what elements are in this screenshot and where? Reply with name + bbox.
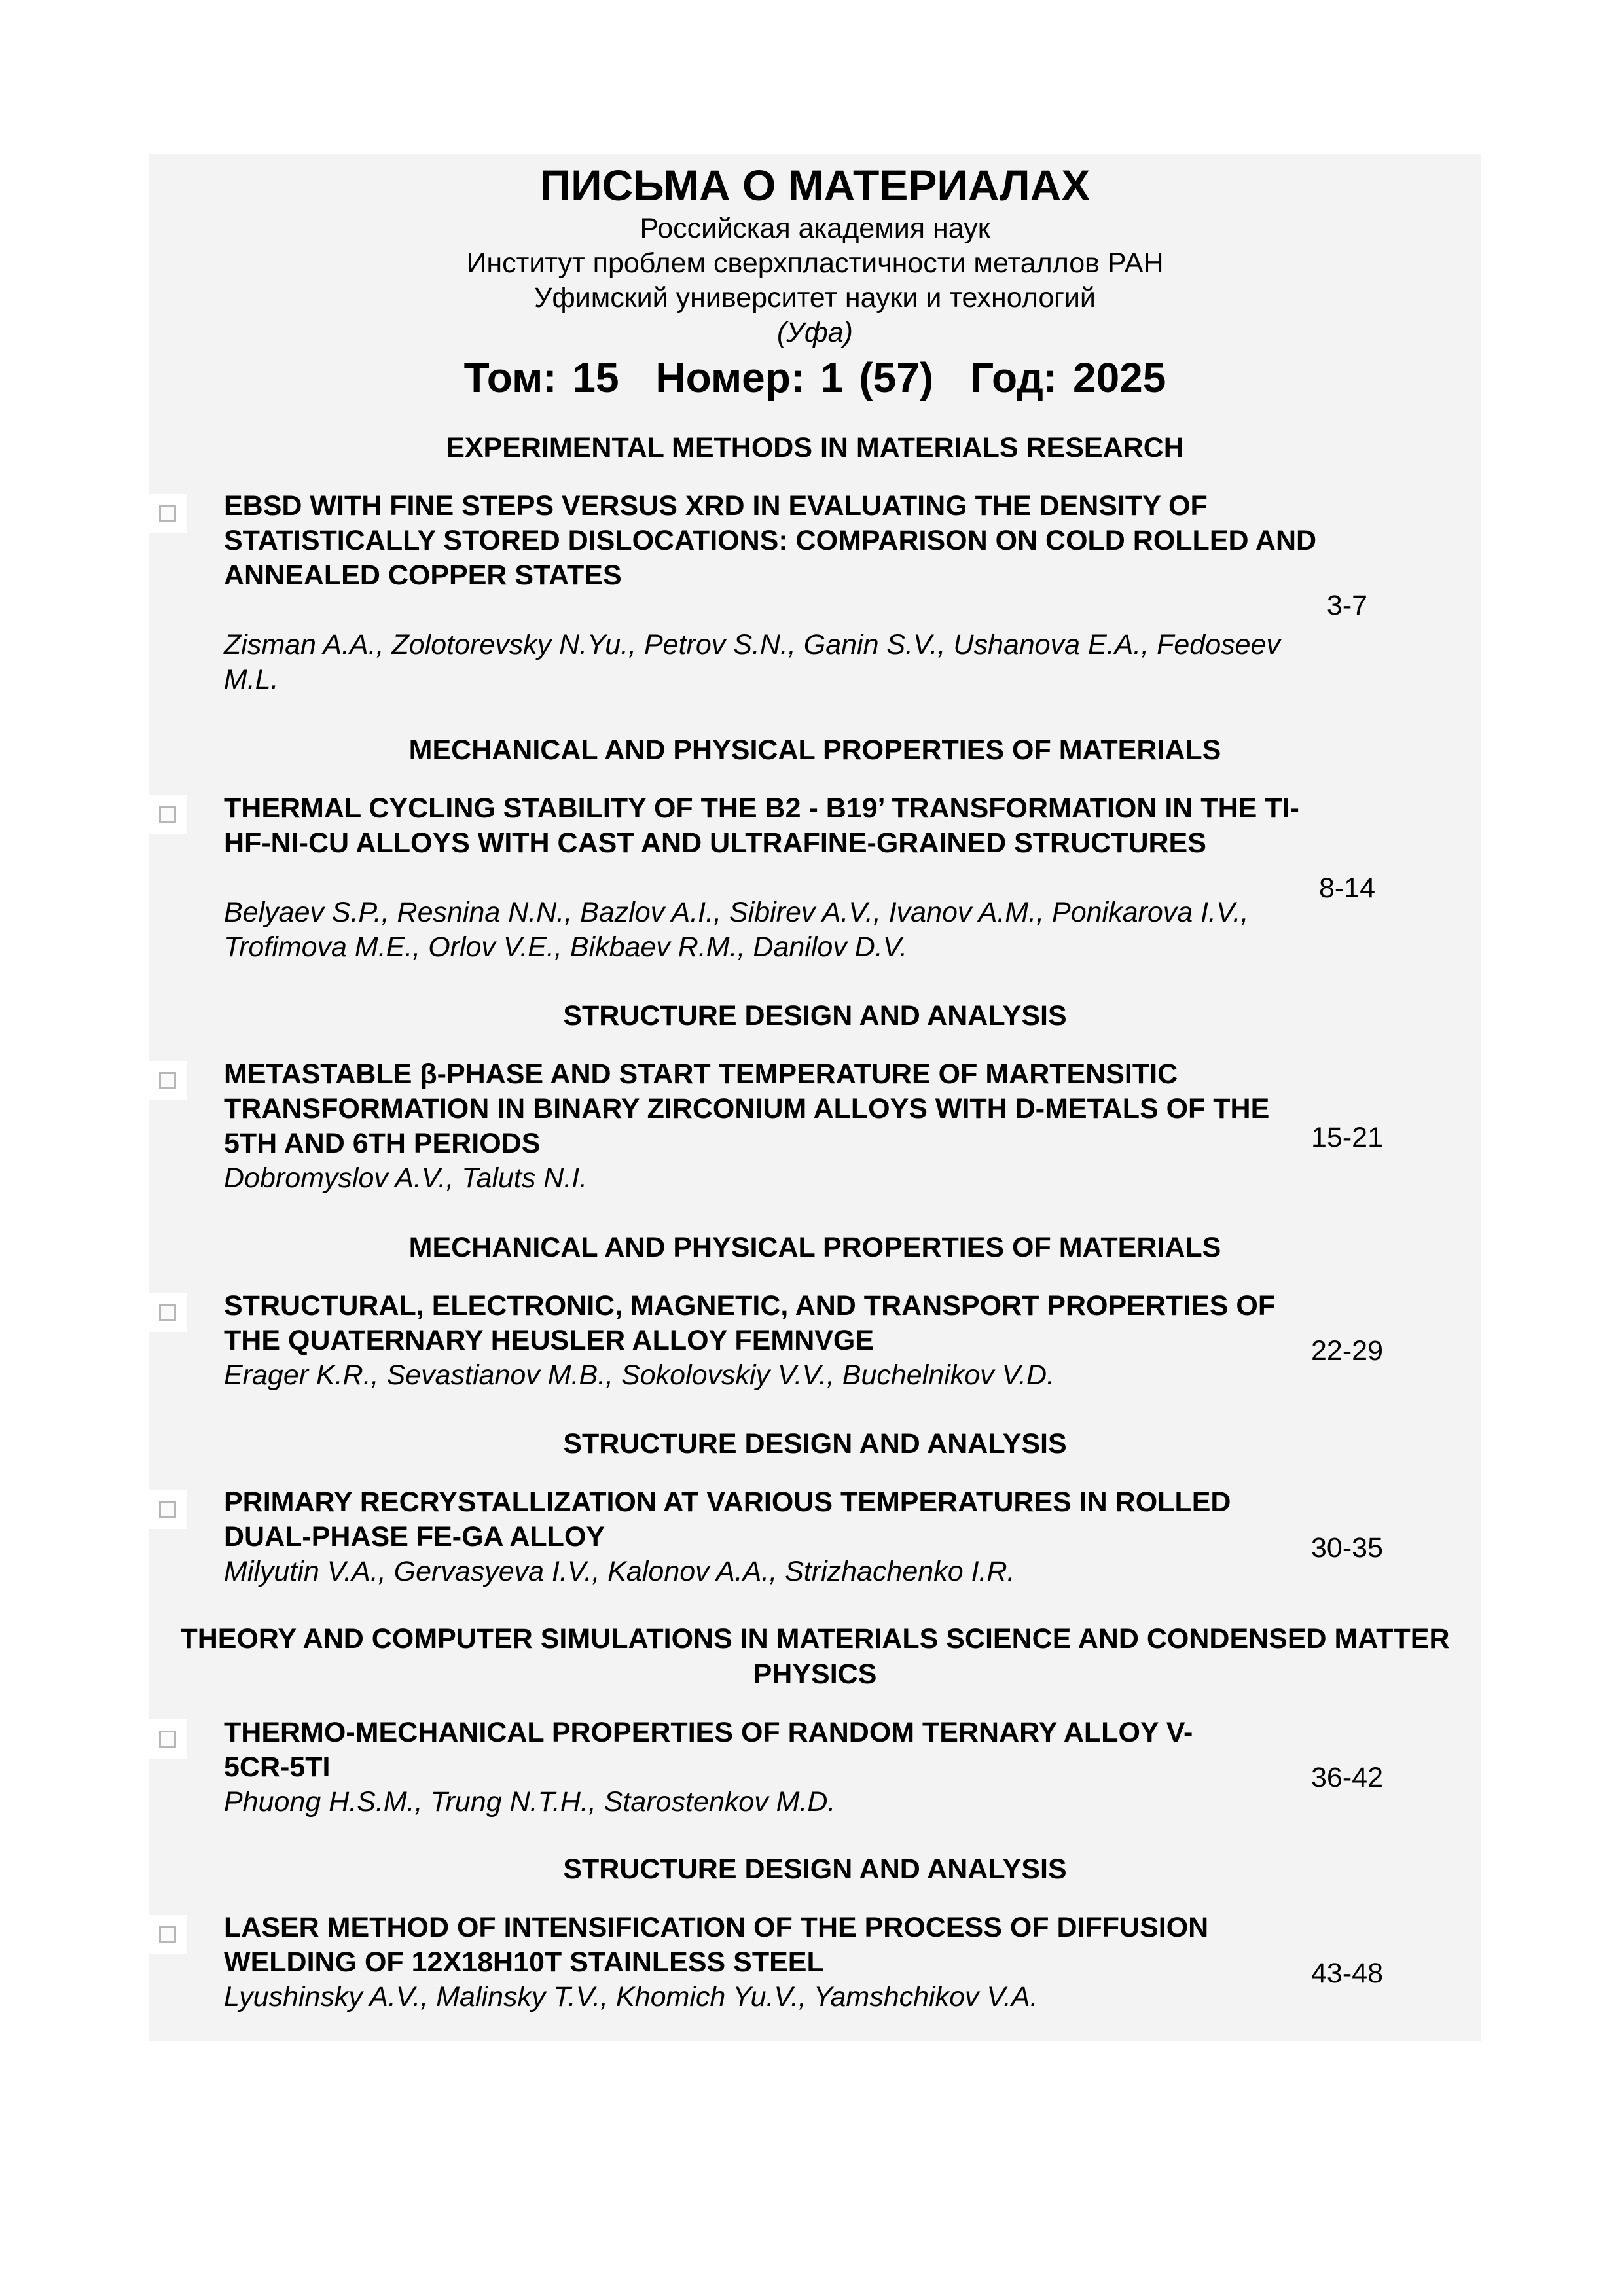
article-title[interactable]: STRUCTURAL, ELECTRONIC, MAGNETIC, AND TRANSPORT PROPERTIES OF THE QUATERNARY HEUSLER ALLOY FEMNVGE xyxy=(224,1290,1276,1356)
article-title[interactable]: THERMAL CYCLING STABILITY OF THE B2 - B19’ TRANSFORMATION IN THE TI-HF-NI-CU ALLOYS WITH CAST AND ULTRAFINE-GRAINED STRUCTURES xyxy=(224,793,1299,859)
article-title[interactable]: PRIMARY RECRYSTALLIZATION AT VARIOUS TEMPERATURES IN ROLLED DUAL-PHASE FE-GA ALLOY xyxy=(224,1486,1231,1552)
section-heading: STRUCTURE DESIGN AND ANALYSIS xyxy=(563,1854,1067,1885)
contents-panel xyxy=(149,154,1481,2041)
article-authors: Erager K.R., Sevastianov M.B., Sokolovskiy V.V., Buchelnikov V.D. xyxy=(224,1359,1055,1391)
article-pages: 8-14 xyxy=(1318,872,1376,904)
article-authors: Zisman A.A., Zolotorevsky N.Yu., Petrov S.N., Ganin S.V., Ushanova E.A., Fedoseev M.L. xyxy=(224,629,1280,695)
article-pages: 36-42 xyxy=(1311,1762,1383,1793)
article-authors: Dobromyslov A.V., Taluts N.I. xyxy=(224,1162,588,1194)
article-pages: 22-29 xyxy=(1311,1335,1383,1367)
select-checkbox[interactable] xyxy=(157,1070,178,1091)
select-checkbox[interactable] xyxy=(157,503,178,524)
article-authors: Milyutin V.A., Gervasyeva I.V., Kalonov A.A., Strizhachenko I.R. xyxy=(224,1556,1015,1587)
article-pages: 43-48 xyxy=(1311,1958,1383,1989)
section-heading: STRUCTURE DESIGN AND ANALYSIS xyxy=(563,1000,1067,1031)
section-heading: MECHANICAL AND PHYSICAL PROPERTIES OF MATERIALS xyxy=(408,734,1221,766)
publisher-line: Уфимский университет науки и технологий xyxy=(534,282,1096,314)
select-checkbox[interactable] xyxy=(157,1499,178,1520)
article-pages: 30-35 xyxy=(1311,1532,1383,1564)
article-pages: 15-21 xyxy=(1311,1122,1383,1153)
article-authors: Belyaev S.P., Resnina N.N., Bazlov A.I., Sibirev A.V., Ivanov A.M., Ponikarova I.V., Trofimova M.E., Orlov V.E., Bikbaev R.M., Danilov D.V. xyxy=(224,897,1249,963)
journal-title: ПИСЬМА О МАТЕРИАЛАХ xyxy=(539,161,1091,209)
section-heading: EXPERIMENTAL METHODS IN MATERIALS RESEARCH xyxy=(446,432,1184,463)
article-authors: Phuong H.S.M., Trung N.T.H., Starostenkov M.D. xyxy=(224,1786,836,1818)
publisher-line: Российская академия наук xyxy=(640,213,990,244)
issue-info xyxy=(149,353,1481,402)
section-heading: THEORY AND COMPUTER SIMULATIONS IN MATERIALS SCIENCE AND CONDENSED MATTER PHYSICS xyxy=(180,1623,1450,1690)
article-title[interactable]: LASER METHOD OF INTENSIFICATION OF THE PROCESS OF DIFFUSION WELDING OF 12X18H10T STAINLESS STEEL xyxy=(224,1912,1209,1978)
article-title[interactable]: METASTABLE β-PHASE AND START TEMPERATURE OF MARTENSITIC TRANSFORMATION IN BINARY ZIRCONIUM ALLOYS WITH D-METALS OF THE 5TH AND 6TH PERIODS xyxy=(224,1058,1270,1159)
article-title[interactable]: THERMO-MECHANICAL PROPERTIES OF RANDOM TERNARY ALLOY V-5CR-5TI xyxy=(224,1717,1193,1783)
select-checkbox[interactable] xyxy=(157,804,178,825)
section-heading: STRUCTURE DESIGN AND ANALYSIS xyxy=(563,1428,1067,1460)
select-checkbox[interactable] xyxy=(157,1302,178,1323)
article-authors: Lyushinsky A.V., Malinsky T.V., Khomich Yu.V., Yamshchikov V.A. xyxy=(224,1981,1038,2013)
select-checkbox[interactable] xyxy=(157,1729,178,1749)
select-checkbox[interactable] xyxy=(157,1924,178,1945)
issue-number: Номер: 1 (57) xyxy=(655,354,934,401)
volume: Том: 15 xyxy=(463,354,619,401)
article-pages: 3-7 xyxy=(1326,590,1368,621)
section-heading: MECHANICAL AND PHYSICAL PROPERTIES OF MATERIALS xyxy=(408,1232,1221,1263)
publisher-line: Институт проблем сверхпластичности металлов РАН xyxy=(466,247,1164,279)
article-title[interactable]: EBSD WITH FINE STEPS VERSUS XRD IN EVALUATING THE DENSITY OF STATISTICALLY STORED DISLOCATIONS: COMPARISON ON COLD ROLLED AND ANNEALED COPPER STATES xyxy=(224,490,1317,591)
publisher-city: (Уфа) xyxy=(777,317,853,348)
year: Год: 2025 xyxy=(969,354,1166,401)
